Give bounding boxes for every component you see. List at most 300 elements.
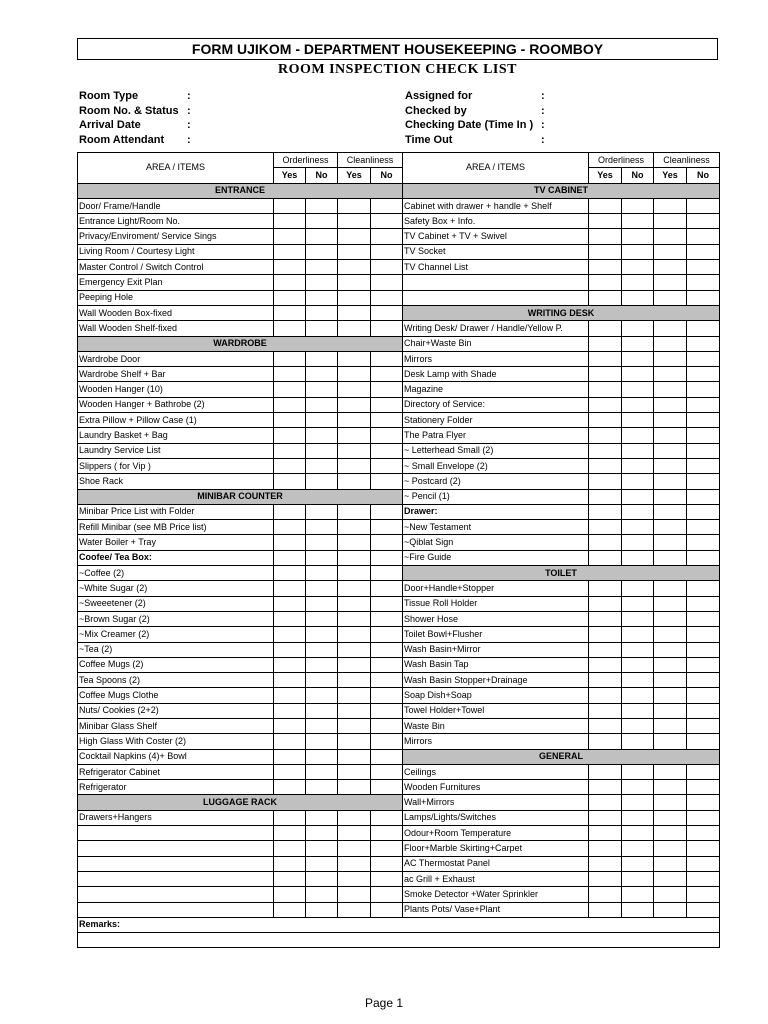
orderliness-no-cell[interactable] <box>622 657 654 672</box>
orderliness-yes-cell[interactable] <box>274 887 306 902</box>
orderliness-yes-cell[interactable] <box>589 198 622 213</box>
orderliness-no-cell[interactable] <box>622 382 654 397</box>
cleanliness-yes-cell[interactable] <box>338 290 371 305</box>
cleanliness-no-cell[interactable] <box>687 550 720 565</box>
orderliness-no-cell[interactable] <box>306 902 338 917</box>
orderliness-no-cell[interactable] <box>306 642 338 657</box>
cleanliness-yes-cell[interactable] <box>654 382 687 397</box>
cleanliness-yes-cell[interactable] <box>338 397 371 412</box>
orderliness-yes-cell[interactable] <box>274 902 306 917</box>
orderliness-yes-cell[interactable] <box>589 795 622 810</box>
orderliness-yes-cell[interactable] <box>589 290 622 305</box>
orderliness-no-cell[interactable] <box>306 504 338 519</box>
orderliness-yes-cell[interactable] <box>589 504 622 519</box>
orderliness-no-cell[interactable] <box>306 566 338 581</box>
cleanliness-no-cell[interactable] <box>371 581 403 596</box>
orderliness-no-cell[interactable] <box>306 229 338 244</box>
cleanliness-yes-cell[interactable] <box>654 902 687 917</box>
orderliness-yes-cell[interactable] <box>274 841 306 856</box>
cleanliness-no-cell[interactable] <box>687 535 720 550</box>
cleanliness-no-cell[interactable] <box>687 627 720 642</box>
orderliness-yes-cell[interactable] <box>589 535 622 550</box>
cleanliness-yes-cell[interactable] <box>654 229 687 244</box>
cleanliness-yes-cell[interactable] <box>338 443 371 458</box>
cleanliness-no-cell[interactable] <box>371 305 403 320</box>
cleanliness-yes-cell[interactable] <box>338 734 371 749</box>
orderliness-no-cell[interactable] <box>306 581 338 596</box>
orderliness-yes-cell[interactable] <box>274 413 306 428</box>
cleanliness-yes-cell[interactable] <box>654 581 687 596</box>
orderliness-no-cell[interactable] <box>306 198 338 213</box>
cleanliness-yes-cell[interactable] <box>338 871 371 886</box>
orderliness-no-cell[interactable] <box>306 841 338 856</box>
cleanliness-no-cell[interactable] <box>371 887 403 902</box>
orderliness-no-cell[interactable] <box>622 887 654 902</box>
orderliness-yes-cell[interactable] <box>274 673 306 688</box>
orderliness-yes-cell[interactable] <box>589 443 622 458</box>
orderliness-yes-cell[interactable] <box>274 535 306 550</box>
cleanliness-no-cell[interactable] <box>371 428 403 443</box>
cleanliness-yes-cell[interactable] <box>654 688 687 703</box>
cleanliness-yes-cell[interactable] <box>338 611 371 626</box>
cleanliness-yes-cell[interactable] <box>338 321 371 336</box>
orderliness-no-cell[interactable] <box>306 657 338 672</box>
orderliness-no-cell[interactable] <box>622 214 654 229</box>
cleanliness-yes-cell[interactable] <box>338 902 371 917</box>
cleanliness-no-cell[interactable] <box>371 627 403 642</box>
cleanliness-no-cell[interactable] <box>371 382 403 397</box>
orderliness-yes-cell[interactable] <box>274 443 306 458</box>
orderliness-no-cell[interactable] <box>306 367 338 382</box>
orderliness-no-cell[interactable] <box>306 535 338 550</box>
orderliness-no-cell[interactable] <box>306 520 338 535</box>
cleanliness-yes-cell[interactable] <box>654 489 687 504</box>
orderliness-yes-cell[interactable] <box>274 305 306 320</box>
cleanliness-no-cell[interactable] <box>371 703 403 718</box>
cleanliness-no-cell[interactable] <box>687 810 720 825</box>
orderliness-yes-cell[interactable] <box>274 520 306 535</box>
orderliness-no-cell[interactable] <box>622 336 654 351</box>
orderliness-yes-cell[interactable] <box>274 198 306 213</box>
cleanliness-no-cell[interactable] <box>371 764 403 779</box>
orderliness-yes-cell[interactable] <box>589 550 622 565</box>
orderliness-yes-cell[interactable] <box>274 550 306 565</box>
orderliness-yes-cell[interactable] <box>274 260 306 275</box>
orderliness-no-cell[interactable] <box>306 887 338 902</box>
cleanliness-no-cell[interactable] <box>687 397 720 412</box>
orderliness-yes-cell[interactable] <box>274 474 306 489</box>
cleanliness-no-cell[interactable] <box>687 611 720 626</box>
orderliness-no-cell[interactable] <box>306 214 338 229</box>
cleanliness-yes-cell[interactable] <box>654 841 687 856</box>
cleanliness-no-cell[interactable] <box>371 321 403 336</box>
orderliness-yes-cell[interactable] <box>589 688 622 703</box>
cleanliness-yes-cell[interactable] <box>654 260 687 275</box>
cleanliness-no-cell[interactable] <box>687 275 720 290</box>
cleanliness-yes-cell[interactable] <box>654 596 687 611</box>
orderliness-yes-cell[interactable] <box>274 229 306 244</box>
orderliness-no-cell[interactable] <box>306 443 338 458</box>
cleanliness-yes-cell[interactable] <box>654 627 687 642</box>
orderliness-no-cell[interactable] <box>306 703 338 718</box>
orderliness-no-cell[interactable] <box>622 780 654 795</box>
orderliness-no-cell[interactable] <box>622 550 654 565</box>
cleanliness-yes-cell[interactable] <box>338 198 371 213</box>
cleanliness-no-cell[interactable] <box>687 214 720 229</box>
cleanliness-yes-cell[interactable] <box>338 749 371 764</box>
cleanliness-no-cell[interactable] <box>371 871 403 886</box>
cleanliness-yes-cell[interactable] <box>654 474 687 489</box>
cleanliness-no-cell[interactable] <box>371 826 403 841</box>
cleanliness-yes-cell[interactable] <box>338 535 371 550</box>
cleanliness-yes-cell[interactable] <box>654 810 687 825</box>
cleanliness-no-cell[interactable] <box>687 382 720 397</box>
cleanliness-yes-cell[interactable] <box>338 780 371 795</box>
cleanliness-yes-cell[interactable] <box>654 290 687 305</box>
orderliness-yes-cell[interactable] <box>274 428 306 443</box>
cleanliness-yes-cell[interactable] <box>338 244 371 259</box>
orderliness-no-cell[interactable] <box>622 703 654 718</box>
orderliness-no-cell[interactable] <box>622 611 654 626</box>
orderliness-yes-cell[interactable] <box>589 428 622 443</box>
orderliness-no-cell[interactable] <box>622 734 654 749</box>
cleanliness-yes-cell[interactable] <box>338 504 371 519</box>
orderliness-yes-cell[interactable] <box>274 688 306 703</box>
orderliness-no-cell[interactable] <box>306 290 338 305</box>
orderliness-no-cell[interactable] <box>306 474 338 489</box>
cleanliness-yes-cell[interactable] <box>338 214 371 229</box>
cleanliness-yes-cell[interactable] <box>338 688 371 703</box>
cleanliness-no-cell[interactable] <box>371 535 403 550</box>
orderliness-no-cell[interactable] <box>306 611 338 626</box>
orderliness-yes-cell[interactable] <box>274 871 306 886</box>
cleanliness-no-cell[interactable] <box>687 260 720 275</box>
cleanliness-yes-cell[interactable] <box>654 795 687 810</box>
orderliness-yes-cell[interactable] <box>274 290 306 305</box>
cleanliness-yes-cell[interactable] <box>338 642 371 657</box>
cleanliness-yes-cell[interactable] <box>338 351 371 366</box>
cleanliness-no-cell[interactable] <box>687 688 720 703</box>
orderliness-yes-cell[interactable] <box>274 214 306 229</box>
orderliness-yes-cell[interactable] <box>589 321 622 336</box>
cleanliness-yes-cell[interactable] <box>338 887 371 902</box>
cleanliness-no-cell[interactable] <box>371 244 403 259</box>
cleanliness-no-cell[interactable] <box>687 489 720 504</box>
cleanliness-no-cell[interactable] <box>687 474 720 489</box>
cleanliness-yes-cell[interactable] <box>338 229 371 244</box>
orderliness-yes-cell[interactable] <box>589 489 622 504</box>
cleanliness-yes-cell[interactable] <box>654 657 687 672</box>
cleanliness-yes-cell[interactable] <box>654 198 687 213</box>
cleanliness-yes-cell[interactable] <box>338 428 371 443</box>
cleanliness-yes-cell[interactable] <box>338 550 371 565</box>
orderliness-yes-cell[interactable] <box>589 718 622 733</box>
cleanliness-yes-cell[interactable] <box>654 443 687 458</box>
orderliness-no-cell[interactable] <box>622 504 654 519</box>
cleanliness-yes-cell[interactable] <box>654 734 687 749</box>
orderliness-no-cell[interactable] <box>622 764 654 779</box>
orderliness-yes-cell[interactable] <box>589 902 622 917</box>
cleanliness-yes-cell[interactable] <box>338 275 371 290</box>
orderliness-yes-cell[interactable] <box>589 214 622 229</box>
cleanliness-no-cell[interactable] <box>371 290 403 305</box>
cleanliness-yes-cell[interactable] <box>654 321 687 336</box>
orderliness-yes-cell[interactable] <box>589 764 622 779</box>
orderliness-no-cell[interactable] <box>622 627 654 642</box>
orderliness-no-cell[interactable] <box>622 856 654 871</box>
orderliness-yes-cell[interactable] <box>274 627 306 642</box>
orderliness-yes-cell[interactable] <box>589 351 622 366</box>
orderliness-no-cell[interactable] <box>306 780 338 795</box>
cleanliness-no-cell[interactable] <box>371 520 403 535</box>
cleanliness-no-cell[interactable] <box>687 351 720 366</box>
orderliness-yes-cell[interactable] <box>274 351 306 366</box>
orderliness-yes-cell[interactable] <box>589 826 622 841</box>
cleanliness-no-cell[interactable] <box>371 351 403 366</box>
cleanliness-yes-cell[interactable] <box>654 856 687 871</box>
orderliness-no-cell[interactable] <box>622 413 654 428</box>
orderliness-yes-cell[interactable] <box>274 718 306 733</box>
orderliness-no-cell[interactable] <box>622 260 654 275</box>
orderliness-yes-cell[interactable] <box>589 856 622 871</box>
cleanliness-yes-cell[interactable] <box>654 718 687 733</box>
orderliness-no-cell[interactable] <box>622 871 654 886</box>
orderliness-no-cell[interactable] <box>622 367 654 382</box>
cleanliness-yes-cell[interactable] <box>338 458 371 473</box>
cleanliness-no-cell[interactable] <box>687 443 720 458</box>
orderliness-no-cell[interactable] <box>622 596 654 611</box>
orderliness-yes-cell[interactable] <box>274 566 306 581</box>
orderliness-no-cell[interactable] <box>622 535 654 550</box>
orderliness-no-cell[interactable] <box>622 673 654 688</box>
orderliness-no-cell[interactable] <box>306 596 338 611</box>
orderliness-no-cell[interactable] <box>622 198 654 213</box>
cleanliness-no-cell[interactable] <box>687 795 720 810</box>
cleanliness-no-cell[interactable] <box>687 718 720 733</box>
orderliness-no-cell[interactable] <box>622 810 654 825</box>
cleanliness-no-cell[interactable] <box>687 321 720 336</box>
cleanliness-no-cell[interactable] <box>371 443 403 458</box>
cleanliness-yes-cell[interactable] <box>338 596 371 611</box>
cleanliness-no-cell[interactable] <box>371 780 403 795</box>
cleanliness-yes-cell[interactable] <box>338 581 371 596</box>
orderliness-no-cell[interactable] <box>622 428 654 443</box>
orderliness-no-cell[interactable] <box>306 810 338 825</box>
cleanliness-yes-cell[interactable] <box>338 520 371 535</box>
cleanliness-yes-cell[interactable] <box>338 382 371 397</box>
orderliness-no-cell[interactable] <box>622 841 654 856</box>
cleanliness-yes-cell[interactable] <box>338 826 371 841</box>
orderliness-no-cell[interactable] <box>306 397 338 412</box>
cleanliness-no-cell[interactable] <box>687 520 720 535</box>
cleanliness-no-cell[interactable] <box>371 198 403 213</box>
cleanliness-no-cell[interactable] <box>687 504 720 519</box>
orderliness-yes-cell[interactable] <box>589 458 622 473</box>
orderliness-no-cell[interactable] <box>306 428 338 443</box>
orderliness-yes-cell[interactable] <box>589 336 622 351</box>
orderliness-yes-cell[interactable] <box>589 642 622 657</box>
orderliness-yes-cell[interactable] <box>589 657 622 672</box>
orderliness-yes-cell[interactable] <box>274 764 306 779</box>
orderliness-no-cell[interactable] <box>622 474 654 489</box>
cleanliness-no-cell[interactable] <box>687 703 720 718</box>
cleanliness-yes-cell[interactable] <box>654 214 687 229</box>
cleanliness-no-cell[interactable] <box>371 749 403 764</box>
cleanliness-yes-cell[interactable] <box>654 871 687 886</box>
orderliness-yes-cell[interactable] <box>274 810 306 825</box>
orderliness-yes-cell[interactable] <box>274 275 306 290</box>
cleanliness-no-cell[interactable] <box>687 856 720 871</box>
orderliness-no-cell[interactable] <box>622 275 654 290</box>
cleanliness-yes-cell[interactable] <box>338 810 371 825</box>
cleanliness-no-cell[interactable] <box>371 718 403 733</box>
cleanliness-no-cell[interactable] <box>371 566 403 581</box>
cleanliness-no-cell[interactable] <box>371 474 403 489</box>
orderliness-no-cell[interactable] <box>622 397 654 412</box>
cleanliness-no-cell[interactable] <box>687 734 720 749</box>
orderliness-yes-cell[interactable] <box>274 367 306 382</box>
orderliness-yes-cell[interactable] <box>589 596 622 611</box>
orderliness-yes-cell[interactable] <box>274 657 306 672</box>
orderliness-yes-cell[interactable] <box>274 382 306 397</box>
cleanliness-yes-cell[interactable] <box>654 780 687 795</box>
orderliness-yes-cell[interactable] <box>589 810 622 825</box>
cleanliness-yes-cell[interactable] <box>654 504 687 519</box>
orderliness-no-cell[interactable] <box>306 382 338 397</box>
orderliness-no-cell[interactable] <box>622 244 654 259</box>
cleanliness-yes-cell[interactable] <box>338 413 371 428</box>
orderliness-no-cell[interactable] <box>622 581 654 596</box>
orderliness-no-cell[interactable] <box>622 902 654 917</box>
orderliness-yes-cell[interactable] <box>274 321 306 336</box>
orderliness-no-cell[interactable] <box>306 275 338 290</box>
cleanliness-no-cell[interactable] <box>687 428 720 443</box>
orderliness-no-cell[interactable] <box>306 458 338 473</box>
cleanliness-no-cell[interactable] <box>371 657 403 672</box>
orderliness-no-cell[interactable] <box>622 443 654 458</box>
cleanliness-yes-cell[interactable] <box>654 764 687 779</box>
cleanliness-yes-cell[interactable] <box>654 703 687 718</box>
orderliness-yes-cell[interactable] <box>274 581 306 596</box>
cleanliness-no-cell[interactable] <box>371 550 403 565</box>
cleanliness-yes-cell[interactable] <box>654 458 687 473</box>
cleanliness-no-cell[interactable] <box>687 229 720 244</box>
cleanliness-yes-cell[interactable] <box>338 703 371 718</box>
cleanliness-no-cell[interactable] <box>687 367 720 382</box>
cleanliness-yes-cell[interactable] <box>338 260 371 275</box>
orderliness-no-cell[interactable] <box>622 458 654 473</box>
cleanliness-yes-cell[interactable] <box>338 764 371 779</box>
cleanliness-no-cell[interactable] <box>687 290 720 305</box>
cleanliness-no-cell[interactable] <box>687 596 720 611</box>
orderliness-yes-cell[interactable] <box>589 382 622 397</box>
orderliness-yes-cell[interactable] <box>274 734 306 749</box>
orderliness-yes-cell[interactable] <box>589 841 622 856</box>
cleanliness-no-cell[interactable] <box>687 887 720 902</box>
orderliness-no-cell[interactable] <box>306 550 338 565</box>
orderliness-yes-cell[interactable] <box>589 397 622 412</box>
orderliness-no-cell[interactable] <box>306 260 338 275</box>
cleanliness-yes-cell[interactable] <box>654 550 687 565</box>
orderliness-yes-cell[interactable] <box>274 397 306 412</box>
orderliness-no-cell[interactable] <box>306 244 338 259</box>
orderliness-yes-cell[interactable] <box>274 780 306 795</box>
orderliness-yes-cell[interactable] <box>589 367 622 382</box>
orderliness-no-cell[interactable] <box>622 826 654 841</box>
orderliness-no-cell[interactable] <box>622 718 654 733</box>
orderliness-yes-cell[interactable] <box>589 474 622 489</box>
orderliness-no-cell[interactable] <box>622 229 654 244</box>
cleanliness-yes-cell[interactable] <box>654 413 687 428</box>
cleanliness-yes-cell[interactable] <box>654 826 687 841</box>
cleanliness-yes-cell[interactable] <box>338 718 371 733</box>
cleanliness-yes-cell[interactable] <box>654 535 687 550</box>
cleanliness-yes-cell[interactable] <box>654 428 687 443</box>
cleanliness-no-cell[interactable] <box>371 596 403 611</box>
cleanliness-no-cell[interactable] <box>371 810 403 825</box>
orderliness-yes-cell[interactable] <box>589 260 622 275</box>
cleanliness-yes-cell[interactable] <box>338 856 371 871</box>
cleanliness-no-cell[interactable] <box>371 841 403 856</box>
cleanliness-no-cell[interactable] <box>371 504 403 519</box>
cleanliness-yes-cell[interactable] <box>338 305 371 320</box>
orderliness-yes-cell[interactable] <box>589 734 622 749</box>
orderliness-no-cell[interactable] <box>306 826 338 841</box>
orderliness-no-cell[interactable] <box>306 627 338 642</box>
orderliness-yes-cell[interactable] <box>589 413 622 428</box>
orderliness-yes-cell[interactable] <box>589 887 622 902</box>
orderliness-yes-cell[interactable] <box>589 520 622 535</box>
orderliness-yes-cell[interactable] <box>589 229 622 244</box>
cleanliness-no-cell[interactable] <box>371 367 403 382</box>
orderliness-no-cell[interactable] <box>622 290 654 305</box>
orderliness-yes-cell[interactable] <box>274 504 306 519</box>
cleanliness-no-cell[interactable] <box>371 902 403 917</box>
cleanliness-yes-cell[interactable] <box>654 244 687 259</box>
orderliness-no-cell[interactable] <box>306 413 338 428</box>
orderliness-no-cell[interactable] <box>622 321 654 336</box>
cleanliness-yes-cell[interactable] <box>654 275 687 290</box>
cleanliness-yes-cell[interactable] <box>654 673 687 688</box>
cleanliness-yes-cell[interactable] <box>654 336 687 351</box>
orderliness-no-cell[interactable] <box>306 764 338 779</box>
orderliness-no-cell[interactable] <box>306 718 338 733</box>
orderliness-yes-cell[interactable] <box>274 703 306 718</box>
cleanliness-no-cell[interactable] <box>371 611 403 626</box>
orderliness-no-cell[interactable] <box>306 856 338 871</box>
cleanliness-no-cell[interactable] <box>687 657 720 672</box>
cleanliness-yes-cell[interactable] <box>338 367 371 382</box>
cleanliness-no-cell[interactable] <box>371 229 403 244</box>
orderliness-yes-cell[interactable] <box>274 826 306 841</box>
cleanliness-yes-cell[interactable] <box>654 397 687 412</box>
remarks-field[interactable] <box>78 933 720 948</box>
orderliness-no-cell[interactable] <box>622 520 654 535</box>
orderliness-yes-cell[interactable] <box>589 780 622 795</box>
orderliness-yes-cell[interactable] <box>274 749 306 764</box>
cleanliness-no-cell[interactable] <box>371 260 403 275</box>
orderliness-yes-cell[interactable] <box>274 596 306 611</box>
orderliness-no-cell[interactable] <box>622 489 654 504</box>
cleanliness-no-cell[interactable] <box>371 413 403 428</box>
orderliness-yes-cell[interactable] <box>589 871 622 886</box>
cleanliness-no-cell[interactable] <box>687 673 720 688</box>
cleanliness-no-cell[interactable] <box>687 581 720 596</box>
orderliness-yes-cell[interactable] <box>589 611 622 626</box>
orderliness-yes-cell[interactable] <box>589 581 622 596</box>
orderliness-no-cell[interactable] <box>622 795 654 810</box>
orderliness-no-cell[interactable] <box>306 673 338 688</box>
